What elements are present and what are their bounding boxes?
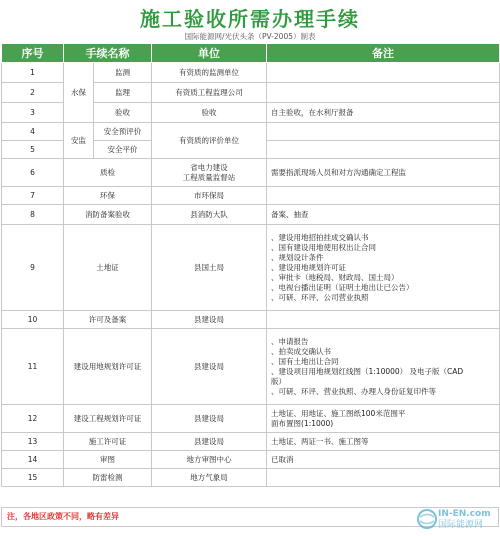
row-no: 4	[2, 123, 64, 141]
row-unit: 县建设局	[152, 405, 267, 433]
row-note	[267, 311, 500, 329]
table-row	[2, 451, 500, 469]
table-row	[2, 205, 500, 225]
row-unit: 县建设局	[152, 329, 267, 405]
document-subtitle: 国际能源网/光伏头条（PV-2005）制表	[184, 32, 316, 41]
row-procedure: 许可及备案	[64, 311, 152, 329]
row-no: 15	[2, 469, 64, 487]
row-procedure: 建设工程规划许可证	[64, 405, 152, 433]
row-no: 11	[2, 329, 64, 405]
table-header-row	[2, 44, 500, 63]
header-note: 备注	[267, 44, 500, 63]
row-note	[267, 63, 500, 83]
row-unit: 地方审图中心	[152, 451, 267, 469]
table-row	[2, 123, 500, 141]
row-no: 3	[2, 103, 64, 123]
row-unit	[152, 159, 267, 187]
row-no: 12	[2, 405, 64, 433]
note-line: 、建设项目用地规划红线图（1:10000） 及电子版（CAD	[271, 366, 464, 376]
note-line: 、建设用地规划许可证	[271, 262, 346, 272]
unit-line: 工程质量监督站	[182, 172, 236, 182]
row-note	[267, 469, 500, 487]
procedures-table	[1, 43, 500, 487]
row-procedure: 安全预评价	[94, 123, 152, 141]
row-unit: 有资质的监测单位	[152, 63, 267, 83]
row-note	[267, 405, 500, 433]
row-procedure: 安全平价	[94, 141, 152, 159]
row-unit: 地方气象局	[152, 469, 267, 487]
row-unit: 市环保局	[152, 187, 267, 205]
table-row	[2, 433, 500, 451]
row-no: 5	[2, 141, 64, 159]
header-unit: 单位	[152, 44, 267, 63]
row-note: 土地证、两证一书、施工图等	[267, 433, 500, 451]
watermark-subtext: 国际能源网	[438, 520, 484, 530]
note-line: 、电视台播出证明（证明土地出让已公告）	[271, 282, 414, 292]
row-unit: 有资质的评价单位	[152, 123, 267, 159]
note-line: 、国有建设用地使用权出让合同	[271, 242, 376, 252]
table-row	[2, 159, 500, 187]
row-unit: 有资质工程监理公司	[152, 83, 267, 103]
row-procedure: 土地证	[64, 225, 152, 311]
note-line: 、可研、环评、公司营业执照	[271, 292, 369, 302]
watermark	[416, 508, 494, 534]
row-no: 1	[2, 63, 64, 83]
note-line: 面布置图(1:1000)	[271, 418, 334, 428]
row-unit: 县建设局	[152, 433, 267, 451]
note-line: 版）	[271, 376, 286, 386]
header-no: 序号	[2, 44, 64, 63]
table-row	[2, 63, 500, 83]
note-line: 、审批卡（地税局、财政局、国土局）	[271, 272, 399, 282]
row-unit: 县国土局	[152, 225, 267, 311]
row-no: 13	[2, 433, 64, 451]
row-procedure: 消防备案验收	[64, 205, 152, 225]
row-procedure: 质检	[64, 159, 152, 187]
row-procedure: 监理	[94, 83, 152, 103]
row-no: 2	[2, 83, 64, 103]
row-category: 安监	[64, 123, 94, 159]
row-note	[267, 225, 500, 311]
row-procedure: 建设用地规划许可证	[64, 329, 152, 405]
row-no: 10	[2, 311, 64, 329]
globe-icon	[416, 508, 438, 530]
row-note: 需要指派现场人员和对方沟通确定工程监	[267, 159, 500, 187]
table-row	[2, 329, 500, 405]
note-line: 土地证、用地证、施工图纸100米范围平	[271, 408, 406, 418]
row-no: 14	[2, 451, 64, 469]
watermark-text: IN-EN.com	[438, 509, 491, 519]
row-no: 6	[2, 159, 64, 187]
table-row	[2, 187, 500, 205]
row-note	[267, 141, 500, 159]
note-line: 、拍卖成交确认书	[271, 346, 331, 356]
note-line: 、规划设计条件	[271, 252, 324, 262]
row-unit: 县消防大队	[152, 205, 267, 225]
row-procedure: 监测	[94, 63, 152, 83]
row-procedure: 施工许可证	[64, 433, 152, 451]
row-no: 8	[2, 205, 64, 225]
document-title: 施工验收所需办理手续	[140, 7, 360, 31]
row-note: 备案、抽查	[267, 205, 500, 225]
table-row	[2, 311, 500, 329]
row-no: 9	[2, 225, 64, 311]
row-note	[267, 329, 500, 405]
row-procedure: 审图	[64, 451, 152, 469]
row-note	[267, 83, 500, 103]
footer-note: 注，各地区政策不同，略有差异	[1, 507, 499, 527]
note-line: 、可研、环评、营业执照、办理人身份证复印件等	[271, 386, 436, 396]
table-row	[2, 405, 500, 433]
note-line: 、国有土地出让合同	[271, 356, 339, 366]
header-procedure: 手续名称	[64, 44, 152, 63]
row-procedure: 验收	[94, 103, 152, 123]
row-note	[267, 187, 500, 205]
unit-line: 省电力建设	[190, 162, 228, 172]
row-category: 水保	[64, 63, 94, 123]
table-row	[2, 469, 500, 487]
note-line: 、申请报告	[271, 336, 309, 346]
row-procedure: 环保	[64, 187, 152, 205]
note-line: 、建设用地招拍挂成交确认书	[271, 232, 369, 242]
table-row	[2, 225, 500, 311]
row-note: 自主验收，在水利厅报备	[267, 103, 500, 123]
row-unit: 县建设局	[152, 311, 267, 329]
row-note	[267, 123, 500, 141]
row-unit: 验收	[152, 103, 267, 123]
row-procedure: 防雷检测	[64, 469, 152, 487]
row-note: 已取消	[267, 451, 500, 469]
row-no: 7	[2, 187, 64, 205]
